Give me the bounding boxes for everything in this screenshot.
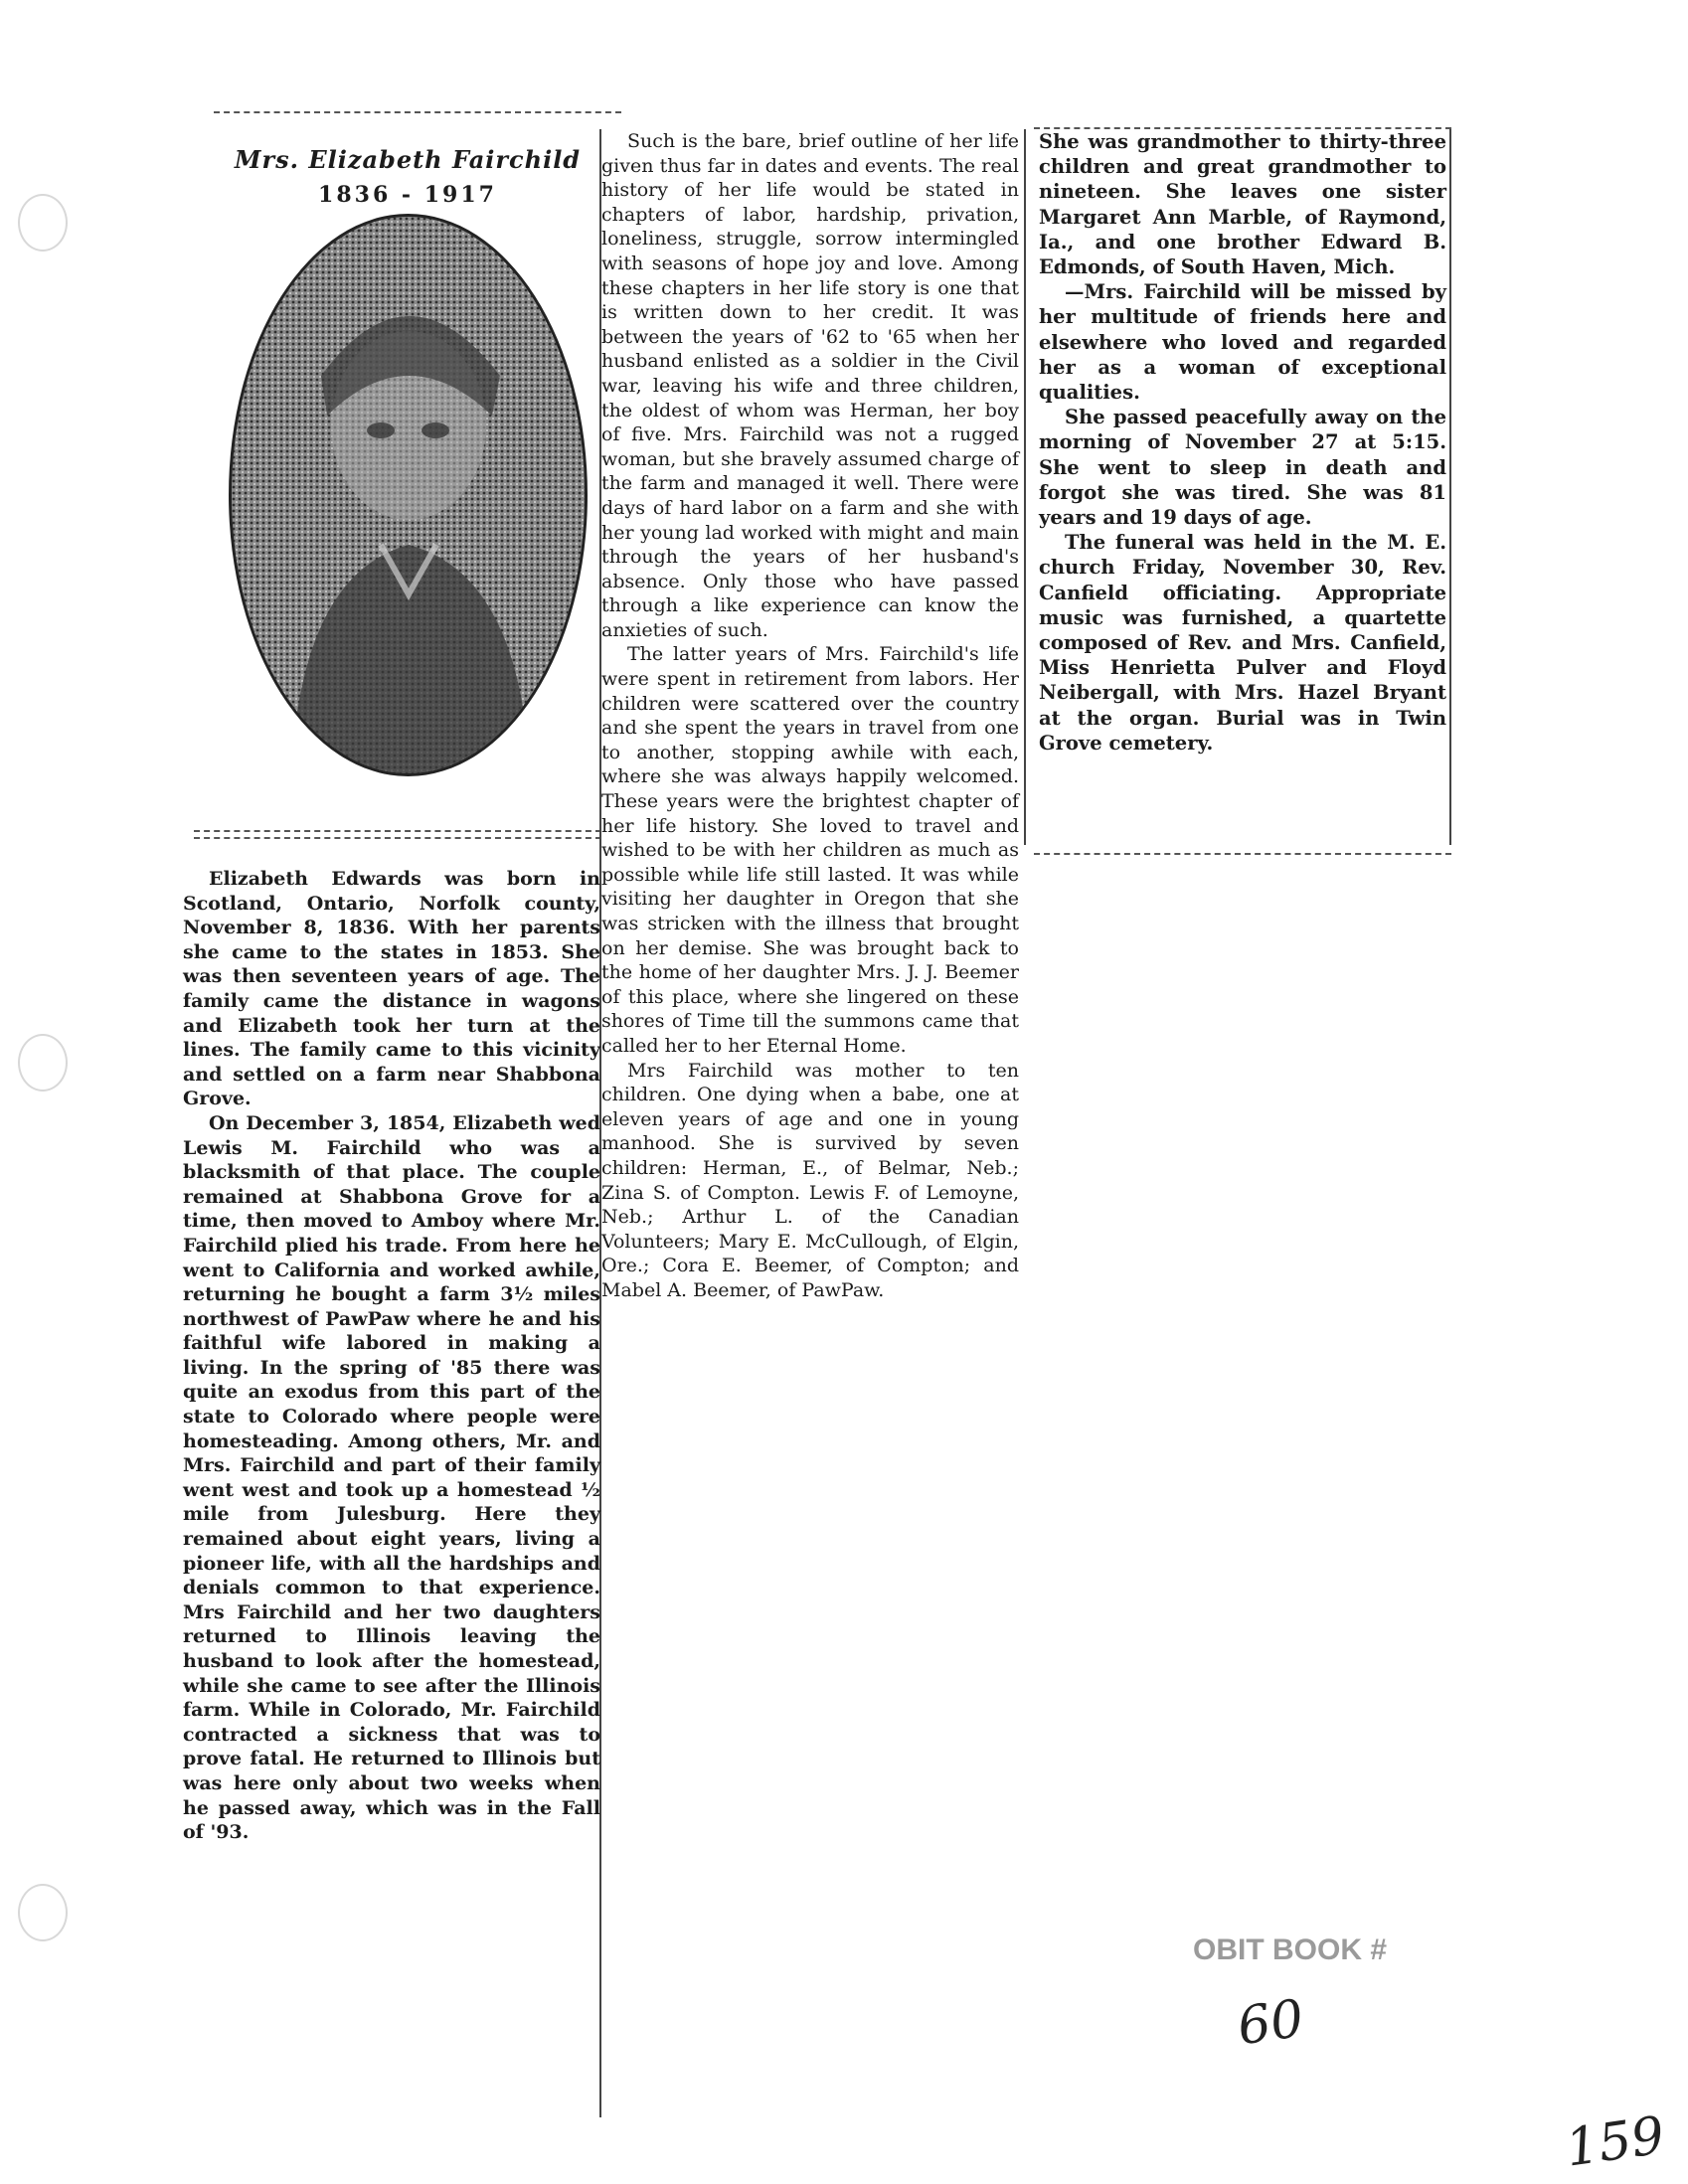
col2-paragraph-1: Such is the bare, brief outline of her life given thus far in dates and events. The real history of her life would be stated in chapters of labor, hardship, privation, loneliness, struggle, sorrow intermingled with seasons of hope joy and love. Among these chapters in her life story is one that is written down to her credit. It was between the years of '62 to '65 when her husband enlisted as a soldier in the Civil war, leaving his wife and three children, the oldest of whom was Herman, her boy of five. Mrs. Fairchild was not a rugged woman, but she bravely assumed charge of the farm and managed it well. There were days of hard labor on a farm and she with her young lad worked with might and main through the years of her husband's absence. Only those who have passed through a like experience can know the anxieties of such. <box>601 130 1019 641</box>
binder-hole-top <box>18 194 68 252</box>
portrait-bottom-rule <box>194 830 601 832</box>
portrait-image <box>232 217 585 773</box>
col3-paragraph-1: She was grandmother to thirty-three children and great grandmother to nineteen. She leaves one sister Margaret Ann Marble, of Raymond, Ia., and one brother Edward B. Edmonds, of South Haven, Mich. <box>1039 130 1446 279</box>
portrait-photo <box>229 214 588 776</box>
obit-book-stamp: OBIT BOOK # <box>1193 1933 1388 1966</box>
col1-paragraph-1: Elizabeth Edwards was born in Scotland, Ontario, Norfolk county, November 8, 1836. With her parents she came to the states in 1853. She was then seventeen years of age. The family came the distance in wagons and Elizabeth took her turn at the lines. The family came to this vicinity and settled on a farm near Shabbona Grove. <box>183 868 600 1110</box>
top-rule-left <box>214 111 621 113</box>
col1-paragraph-2: On December 3, 1854, Elizabeth wed Lewis M. Fairchild who was a blacksmith of that place. The couple remained at Shabbona Grove for a time, then moved to Amboy where Mr. Fairchild plied his trade. From here he went to California and worked awhile, returning he bought a farm 3½ miles northwest of PawPaw where he and his faithful wife labored in making a living. In the spring of '85 there was quite an exodus from this part of the state to Colorado where people were homesteading. Among others, Mr. and Mrs. Fairchild and part of their family went west and took up a homestead ½ mile from Julesburg. Here they remained about eight years, living a pioneer life, with all the hardships and denials common to that experience. Mrs Fairchild and her two daughters returned to Illinois leaving the husband to look after the homestead, while she came to see after the Illinois farm. While in Colorado, Mr. Fairchild contracted a sickness that was to prove fatal. He returned to Illinois but was here only about two weeks when he passed away, which was in the Fall of '93. <box>183 1111 600 1844</box>
col3-paragraph-3: She passed peacefully away on the morning of November 27 at 5:15. She went to sleep in death and forgot she was tired. She was 81 years and 19 days of age. <box>1039 406 1446 530</box>
handwritten-book-number: 60 <box>1234 1988 1308 2058</box>
column-border-right <box>1449 129 1451 845</box>
binder-hole-middle <box>18 1034 68 1092</box>
portrait-bottom-rule-2 <box>194 837 601 839</box>
obituary-header <box>194 139 621 208</box>
column-3 <box>1039 129 1446 756</box>
obituary-title: Mrs. Elizabeth Fairchild <box>234 145 582 174</box>
column-1 <box>183 867 600 1845</box>
col3-paragraph-4: The funeral was held in the M. E. church Friday, November 30, Rev. Canfield officiating. Appropriate music was furnished, a quartette composed of Rev. and Mrs. Canfield, Miss Henrietta Pulver and Floyd Neibergall, with Mrs. Hazel Bryant at the organ. Burial was in Twin Grove cemetery. <box>1039 531 1446 755</box>
binder-hole-bottom <box>18 1884 68 1941</box>
obituary-years: 1836 - 1917 <box>318 182 497 208</box>
column-divider-right <box>1024 129 1026 845</box>
col3-bottom-rule <box>1034 853 1451 855</box>
col2-paragraph-2: The latter years of Mrs. Fairchild's life were spent in retirement from labors. Her children were scattered over the country and she spent the years in travel from one to another, stopping awhile with each, where she was always happily welcomed. These years were the brightest chapter of her life history. She loved to travel and wished to be with her children as much as possible while life still lasted. It was while visiting her daughter in Oregon that she was stricken with the illness that brought on her demise. She was brought back to the home of her daughter Mrs. J. J. Beemer of this place, where she lingered on these shores of Time till the summons came that called her to her Eternal Home. <box>601 643 1019 1057</box>
col3-paragraph-2: —Mrs. Fairchild will be missed by her multitude of friends here and elsewhere who loved and regarded her as a woman of exceptional qualities. <box>1039 280 1446 405</box>
column-2 <box>601 129 1019 1303</box>
handwritten-page-number: 159 <box>1562 2105 1668 2179</box>
col2-paragraph-3: Mrs Fairchild was mother to ten children. One dying when a babe, one at eleven years of age and one in young manhood. She is survived by seven children: Herman, E., of Belmar, Neb.; Zina S. of Compton. Lewis F. of Lemoyne, Neb.; Arthur L. of the Canadian Volunteers; Mary E. McCullough, of Elgin, Ore.; Cora E. Beemer, of Compton; and Mabel A. Beemer, of PawPaw. <box>601 1059 1019 1301</box>
